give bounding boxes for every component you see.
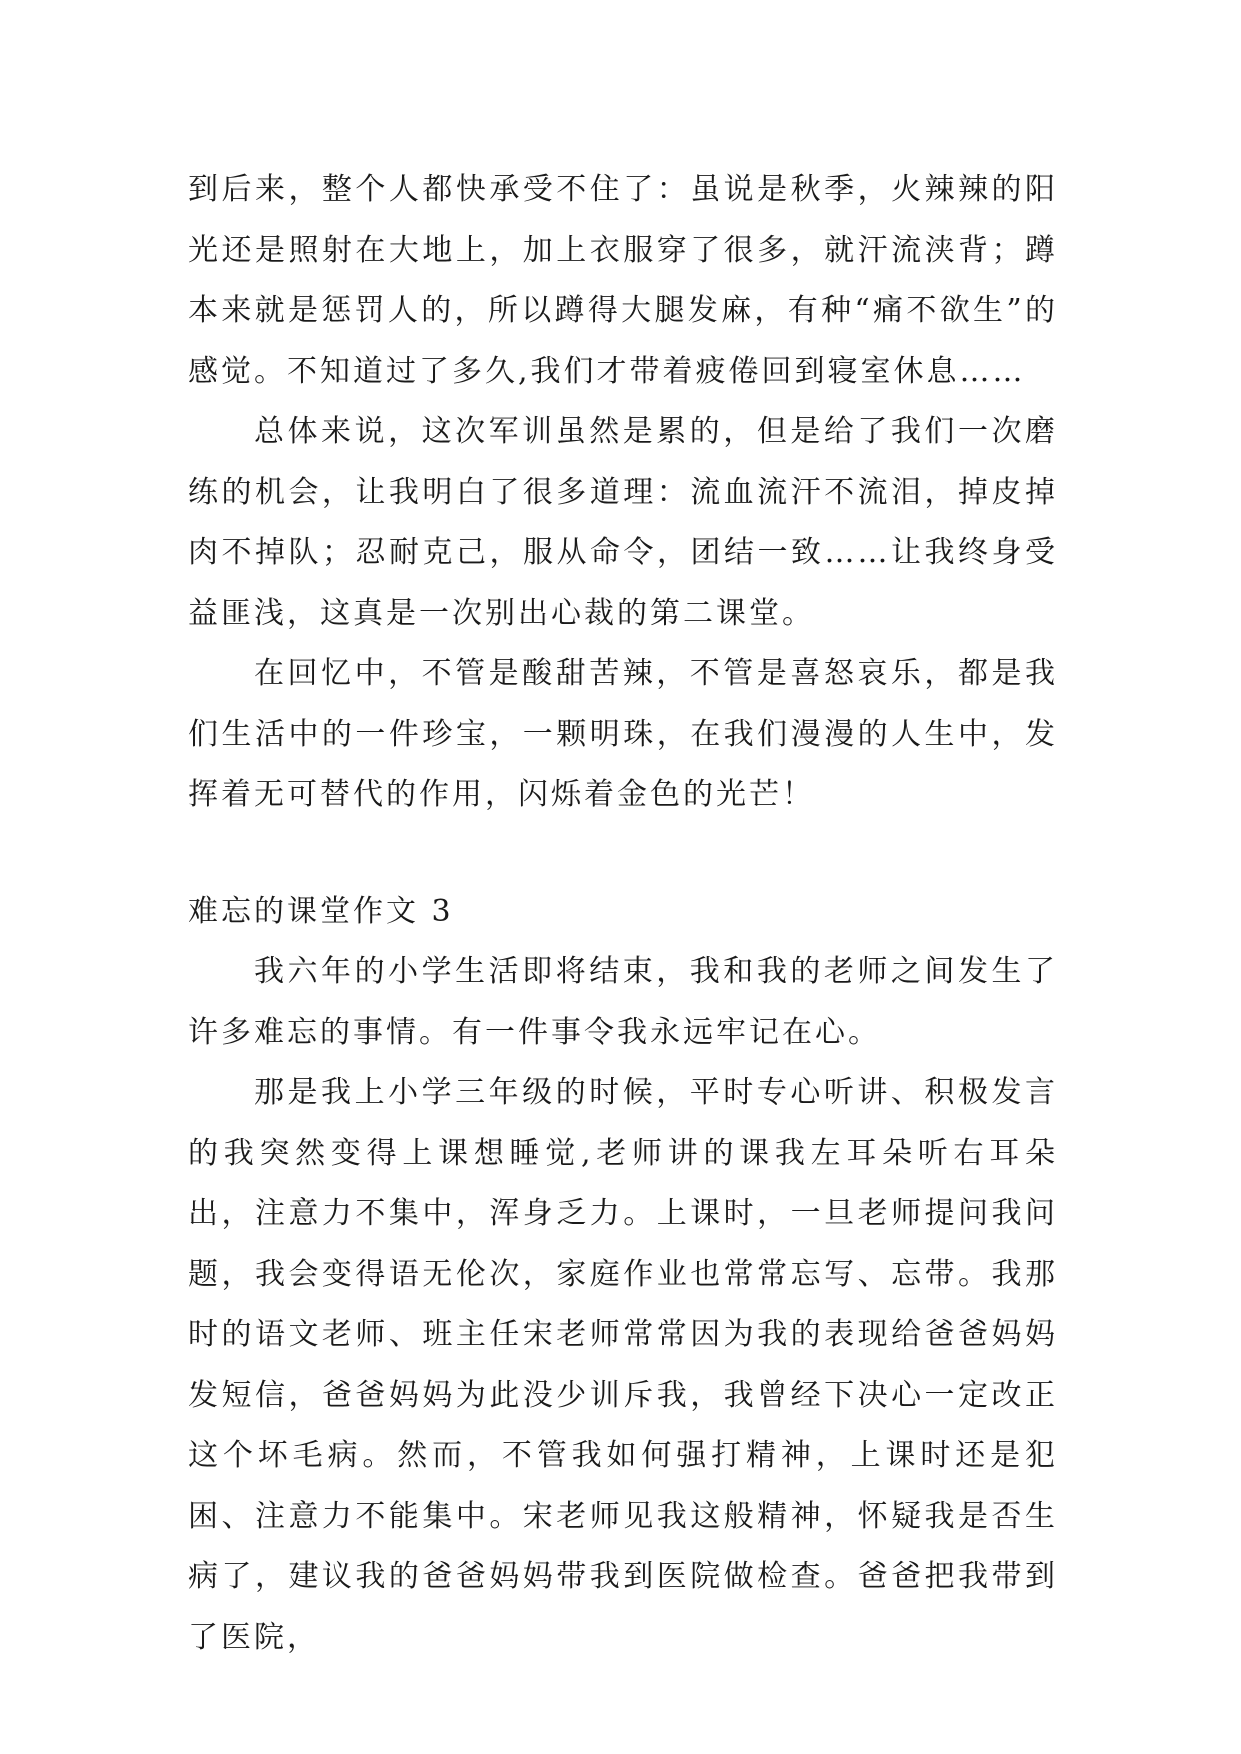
paragraph-intro: 我六年的小学生活即将结束，我和我的老师之间发生了许多难忘的事情。有一件事令我永远牢记在心。 [188, 954, 1058, 1050]
paragraph-military-training-end: 到后来，整个人都快承受不住了：虽说是秋季，火辣辣的阳光还是照射在大地上，加上衣服穿了很多，就汗流浃背；蹲本来就是惩罚人的，所以蹲得大腿发麻，有种“痛不欲生”的感觉。不知道过了多久,我们才带着疲倦回到寝室休息…… [188, 172, 1058, 389]
paragraph-summary: 总体来说，这次军训虽然是累的，但是给了我们一次磨练的机会，让我明白了很多道理：流血流汗不流泪，掉皮掉肉不掉队；忍耐克己，服从命令，团结一致……让我终身受益匪浅，这真是一次别出心裁的第二课堂。 [188, 414, 1058, 631]
document-body [188, 160, 1058, 1668]
section-title: 难忘的课堂作文 3 [188, 893, 454, 929]
paragraph-reflection: 在回忆中，不管是酸甜苦辣，不管是喜怒哀乐，都是我们生活中的一件珍宝，一颗明珠，在我们漫漫的人生中，发挥着无可替代的作用，闪烁着金色的光芒！ [188, 656, 1058, 812]
paragraph-story: 那是我上小学三年级的时候，平时专心听讲、积极发言的我突然变得上课想睡觉,老师讲的课我左耳朵听右耳朵出，注意力不集中，浑身乏力。上课时，一旦老师提问我问题，我会变得语无伦次，家庭作业也常常忘写、忘带。我那时的语文老师、班主任宋老师常常因为我的表现给爸爸妈妈发短信，爸爸妈妈为此没少训斥我，我曾经下决心一定改正这个坏毛病。然而，不管我如何强打精神，上课时还是犯困、注意力不能集中。宋老师见我这般精神，怀疑我是否生病了，建议我的爸爸妈妈带我到医院做检查。爸爸把我带到了医院， [188, 1075, 1058, 1655]
